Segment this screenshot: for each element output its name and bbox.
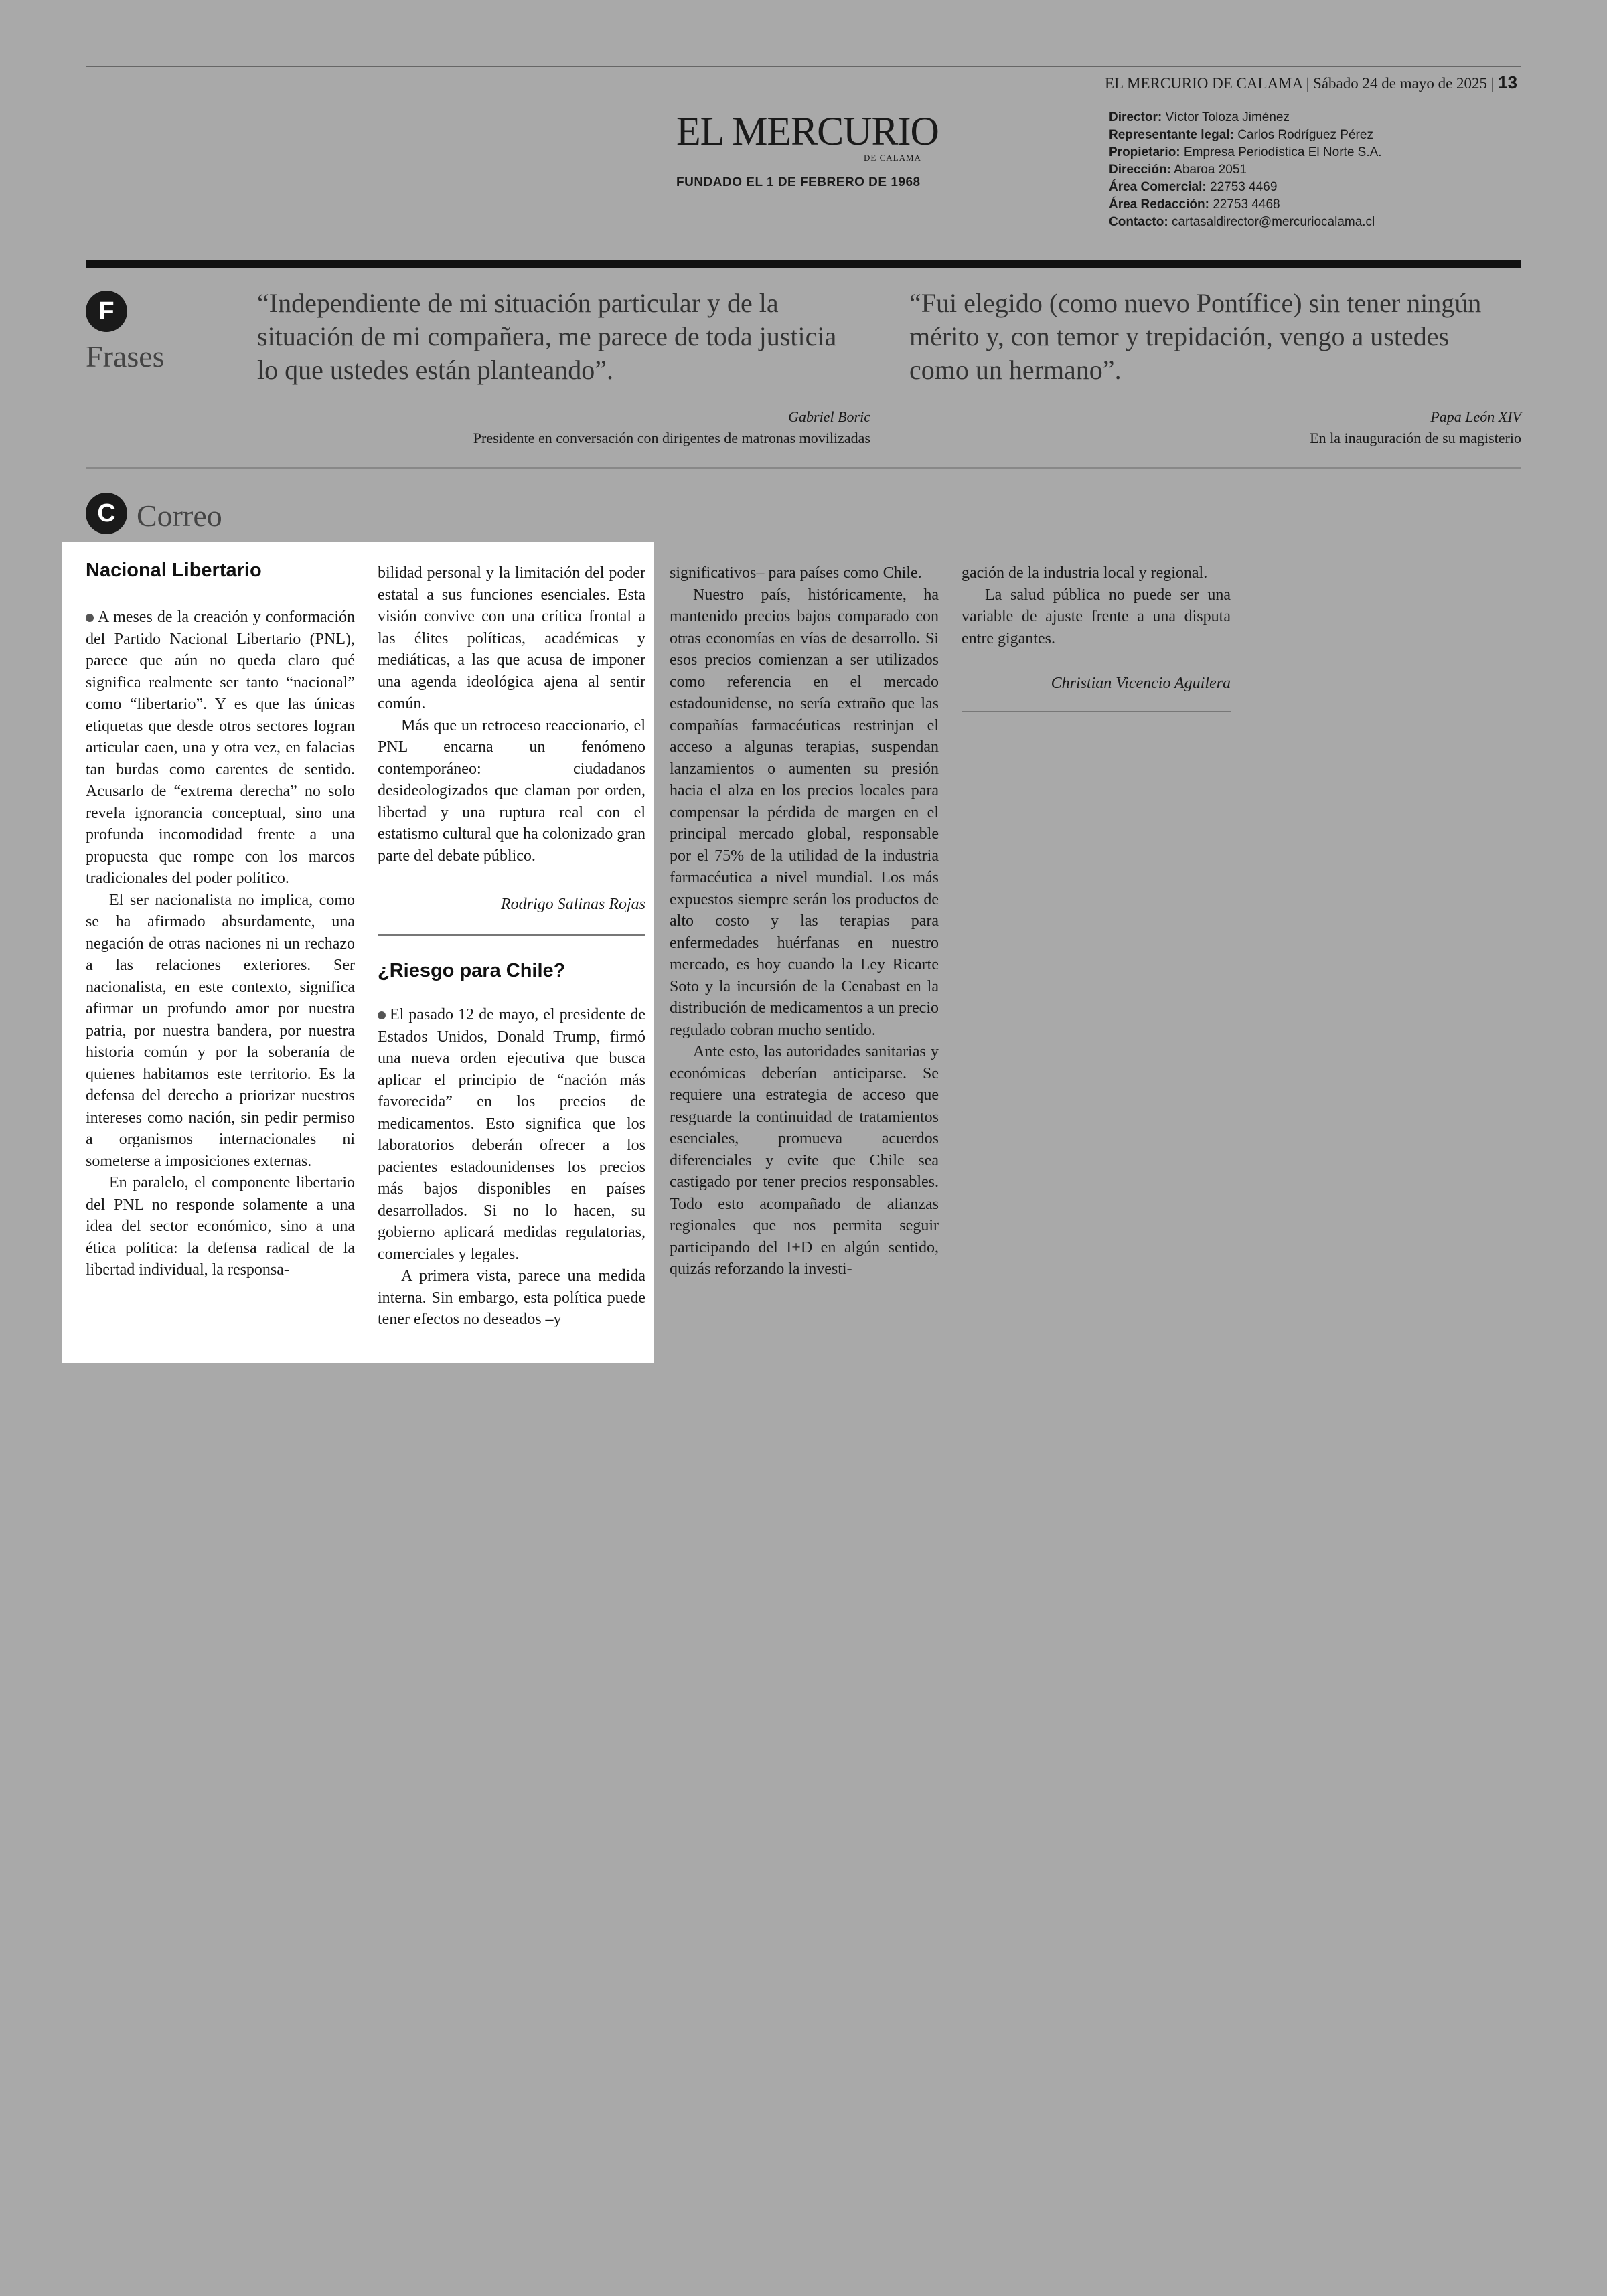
letter1-title: Nacional Libertario	[86, 560, 262, 581]
masthead: EL MERCURIO	[676, 109, 939, 153]
correo-badge-icon: C	[86, 493, 127, 534]
letter1-col2: bilidad personal y la limitación del poder estatal a sus funciones esenciales. Esta visión convive con una crítica frontal a las élites políticas, académicas y mediáticas, a las que acusa de imponer una agenda ideológica ajena al sentir común. Más que un retroceso reaccionario, el PNL encarna un fenómeno contemporáneo: ciudadanos desideologizados que claman por orden, libertad y una ruptura real con el estatismo cultural que ha colonizado gran parte del debate público.	[378, 564, 645, 865]
masthead-sub: DE CALAMA	[864, 153, 921, 163]
top-rule	[86, 66, 1521, 67]
page-number: 13	[1498, 72, 1518, 92]
letter2-col4: gación de la industria local y regional. La salud pública no puede ser una variable de ajuste frente a una disputa entre gigantes.	[962, 564, 1231, 647]
quote-2-role: En la inauguración de su magisterio	[1310, 430, 1521, 446]
staff-address: Dirección: Abaroa 2051	[1109, 163, 1247, 177]
quote-2-author: Papa León XIV	[1430, 408, 1521, 425]
letter1-signature: Rodrigo Salinas Rojas	[500, 896, 645, 913]
staff-director: Director: Víctor Toloza Jiménez	[1109, 110, 1290, 125]
frases-bottom-rule	[86, 467, 1521, 469]
quote-1-role: Presidente en conversación con dirigentes de matronas movilizadas	[473, 430, 870, 446]
frases-badge-icon: F	[86, 291, 127, 332]
letter2-divider	[962, 711, 1231, 712]
staff-commercial: Área Comercial: 22753 4469	[1109, 180, 1278, 194]
quote-1-author: Gabriel Boric	[788, 408, 870, 425]
staff-newsroom: Área Redacción: 22753 4468	[1109, 197, 1280, 212]
letter2-col3: significativos– para países como Chile. Nuestro país, históricamente, ha mantenido precios bajos comparado con otras economías en vías de desarrollo. Si esos precios comienzan a ser utilizados como referencia en el mercado estadounidense, no sería extraño que las compañías farmacéuticas restrinjan el acceso a algunas terapias, suspendan lanzamientos o aumenten su presión hacia el alza en los precios locales para compensar la pérdida de margen en el principal mercado global, responsable por el 75% de la utilidad de la industria farmacéutica a nivel mundial. Los más expuestos siempre serán los productos de alto costo y las terapias para enfermedades huérfanas en nuestro mercado, es hoy cuando la Ley Ricarte Soto y la incursión de la Cenabast en la distribución de medicamentos a un precio regulado cobran mucho sentido. Ante esto, las autoridades sanitarias y económicas deberían anticiparse. Se requiere una estrategia de acceso que resguarde la continuidad de tratamientos esenciales, promueva acuerdos diferenciales y evite que Chile sea castigado por tener precios responsables. Todo esto acompañado de alianzas regionales que nos permita seguir participando del I+D en algún sentido, quizás reforzando la investi-	[670, 564, 939, 1278]
frases-title: Frases	[86, 339, 165, 374]
quote-2-text: “Fui elegido (como nuevo Pontífice) sin tener ningún mérito y, con temor y trepidación, vengo a ustedes como un hermano”.	[909, 288, 1482, 385]
bullet-icon	[86, 614, 94, 622]
correo-title: Correo	[137, 499, 222, 533]
founded-line: FUNDADO EL 1 DE FEBRERO DE 1968	[676, 175, 921, 189]
letter2-signature: Christian Vicencio Aguilera	[1051, 675, 1231, 692]
letter2-title: ¿Riesgo para Chile?	[378, 960, 566, 981]
bullet-icon	[378, 1011, 386, 1019]
header-bar	[86, 260, 1521, 268]
letter2-col2: El pasado 12 de mayo, el presidente de Estados Unidos, Donald Trump, firmó una nueva orden ejecutiva que busca aplicar el principio de “nación más favorecida” en los precios de medicamentos. Esto significa que los laboratorios deberán ofrecer a los pacientes estadounidenses los precios más bajos disponibles en países desarrollados. Si no lo hacen, su gobierno aplicará medidas regulatorias, comerciales y legales. A primera vista, parece una medida interna. Sin embargo, esta política puede tener efectos no deseados –y	[378, 1006, 645, 1328]
quote-1-text: “Independiente de mi situación particular y de la situación de mi compañera, me parece de toda justicia lo que ustedes están planteando”.	[257, 288, 837, 385]
issue-line: EL MERCURIO DE CALAMA | Sábado 24 de mayo de 2025 | 13	[1105, 72, 1518, 92]
staff-contact: Contacto: cartasaldirector@mercuriocalama.cl	[1109, 215, 1375, 229]
staff-owner: Propietario: Empresa Periodística El Norte S.A.	[1109, 145, 1382, 159]
staff-box	[1109, 109, 1382, 231]
staff-legal: Representante legal: Carlos Rodríguez Pérez	[1109, 128, 1373, 142]
letter-divider	[378, 934, 645, 936]
letter1-col1: A meses de la creación y conformación del Partido Nacional Libertario (PNL), parece que aún no queda claro qué significa realmente ser tanto “nacional” como “libertario”. Y es que las únicas etiquetas que desde otros sectores logran articular caen, una y otra vez, en falacias tan burdas como carentes de sentido. Acusarlo de “extrema derecha” no solo revela ignorancia conceptual, sino una profunda incomodidad frente a una propuesta que rompe con los marcos tradicionales del poder político. El ser nacionalista no implica, como se ha afirmado absurdamente, una negación de otras naciones ni un rechazo a las relaciones exteriores. Ser nacionalista, en este contexto, significa afirmar un profundo amor por nuestra patria, por nuestra bandera, por nuestra historia común y por la soberanía de quienes habitamos este territorio. Es la defensa del derecho a priorizar nuestros intereses como nación, sin pedir permiso a organismos internacionales ni someterse a imposiciones externas. En paralelo, el componente libertario del PNL no responde solamente a una idea del sector económico, sino a una ética política: la defensa radical de la libertad individual, la responsa-	[86, 608, 355, 1279]
